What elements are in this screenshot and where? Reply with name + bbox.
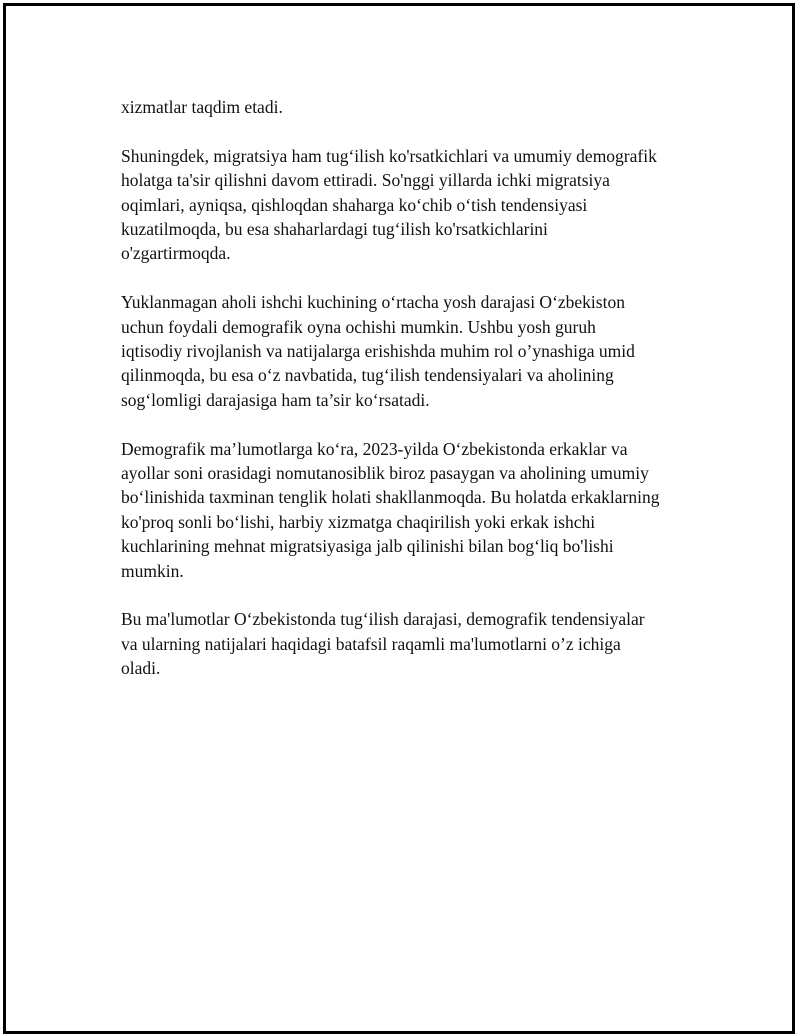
document-body	[121, 95, 701, 705]
page-frame	[3, 3, 795, 1034]
paragraph-2: Shuningdek, migratsiya ham tug‘ilish ko'rsatkichlari va umumiy demografik holatga ta'sir qilishni davom ettiradi. So'nggi yillarda ichki migratsiya oqimlari, ayniqsa, qishloqdan shaharga ko‘chib o‘tish tendensiyasi kuzatilmoqda, bu esa shaharlardagi tug‘ilish ko'rsatkichlarini o'zgartirmoqda.	[121, 145, 657, 264]
paragraph-1: xizmatlar taqdim etadi.	[121, 97, 283, 117]
paragraph-3: Yuklanmagan aholi ishchi kuchining o‘rtacha yosh darajasi O‘zbekiston uchun foydali demografik oyna ochishi mumkin. Ushbu yosh guruh iqtisodiy rivojlanish va natijalarga erishishda muhim rol o’ynashiga umid qilinmoqda, bu esa o‘z navbatida, tug‘ilish tendensiyalari va aholining sog‘lomligi darajasiga ham ta’sir ko‘rsatadi.	[121, 292, 635, 410]
paragraph-5: Bu ma'lumotlar O‘zbekistonda tug‘ilish darajasi, demografik tendensiyalar va ularning natijalari haqidagi batafsil raqamli ma'lumotlarni o’z ichiga oladi.	[121, 609, 645, 679]
paragraph-4: Demografik ma’lumotlarga ko‘ra, 2023-yilda O‘zbekistonda erkaklar va ayollar soni orasidagi nomutanosiblik biroz pasaygan va aholining umumiy bo‘linishida taxminan tenglik holati shakllanmoqda. Bu holatda erkaklarning ko'proq sonli bo‘lishi, harbiy xizmatga chaqirilish yoki erkak ishchi kuchlarining mehnat migratsiyasiga jalb qilinishi bilan bog‘liq bo'lishi mumkin.	[121, 438, 660, 581]
